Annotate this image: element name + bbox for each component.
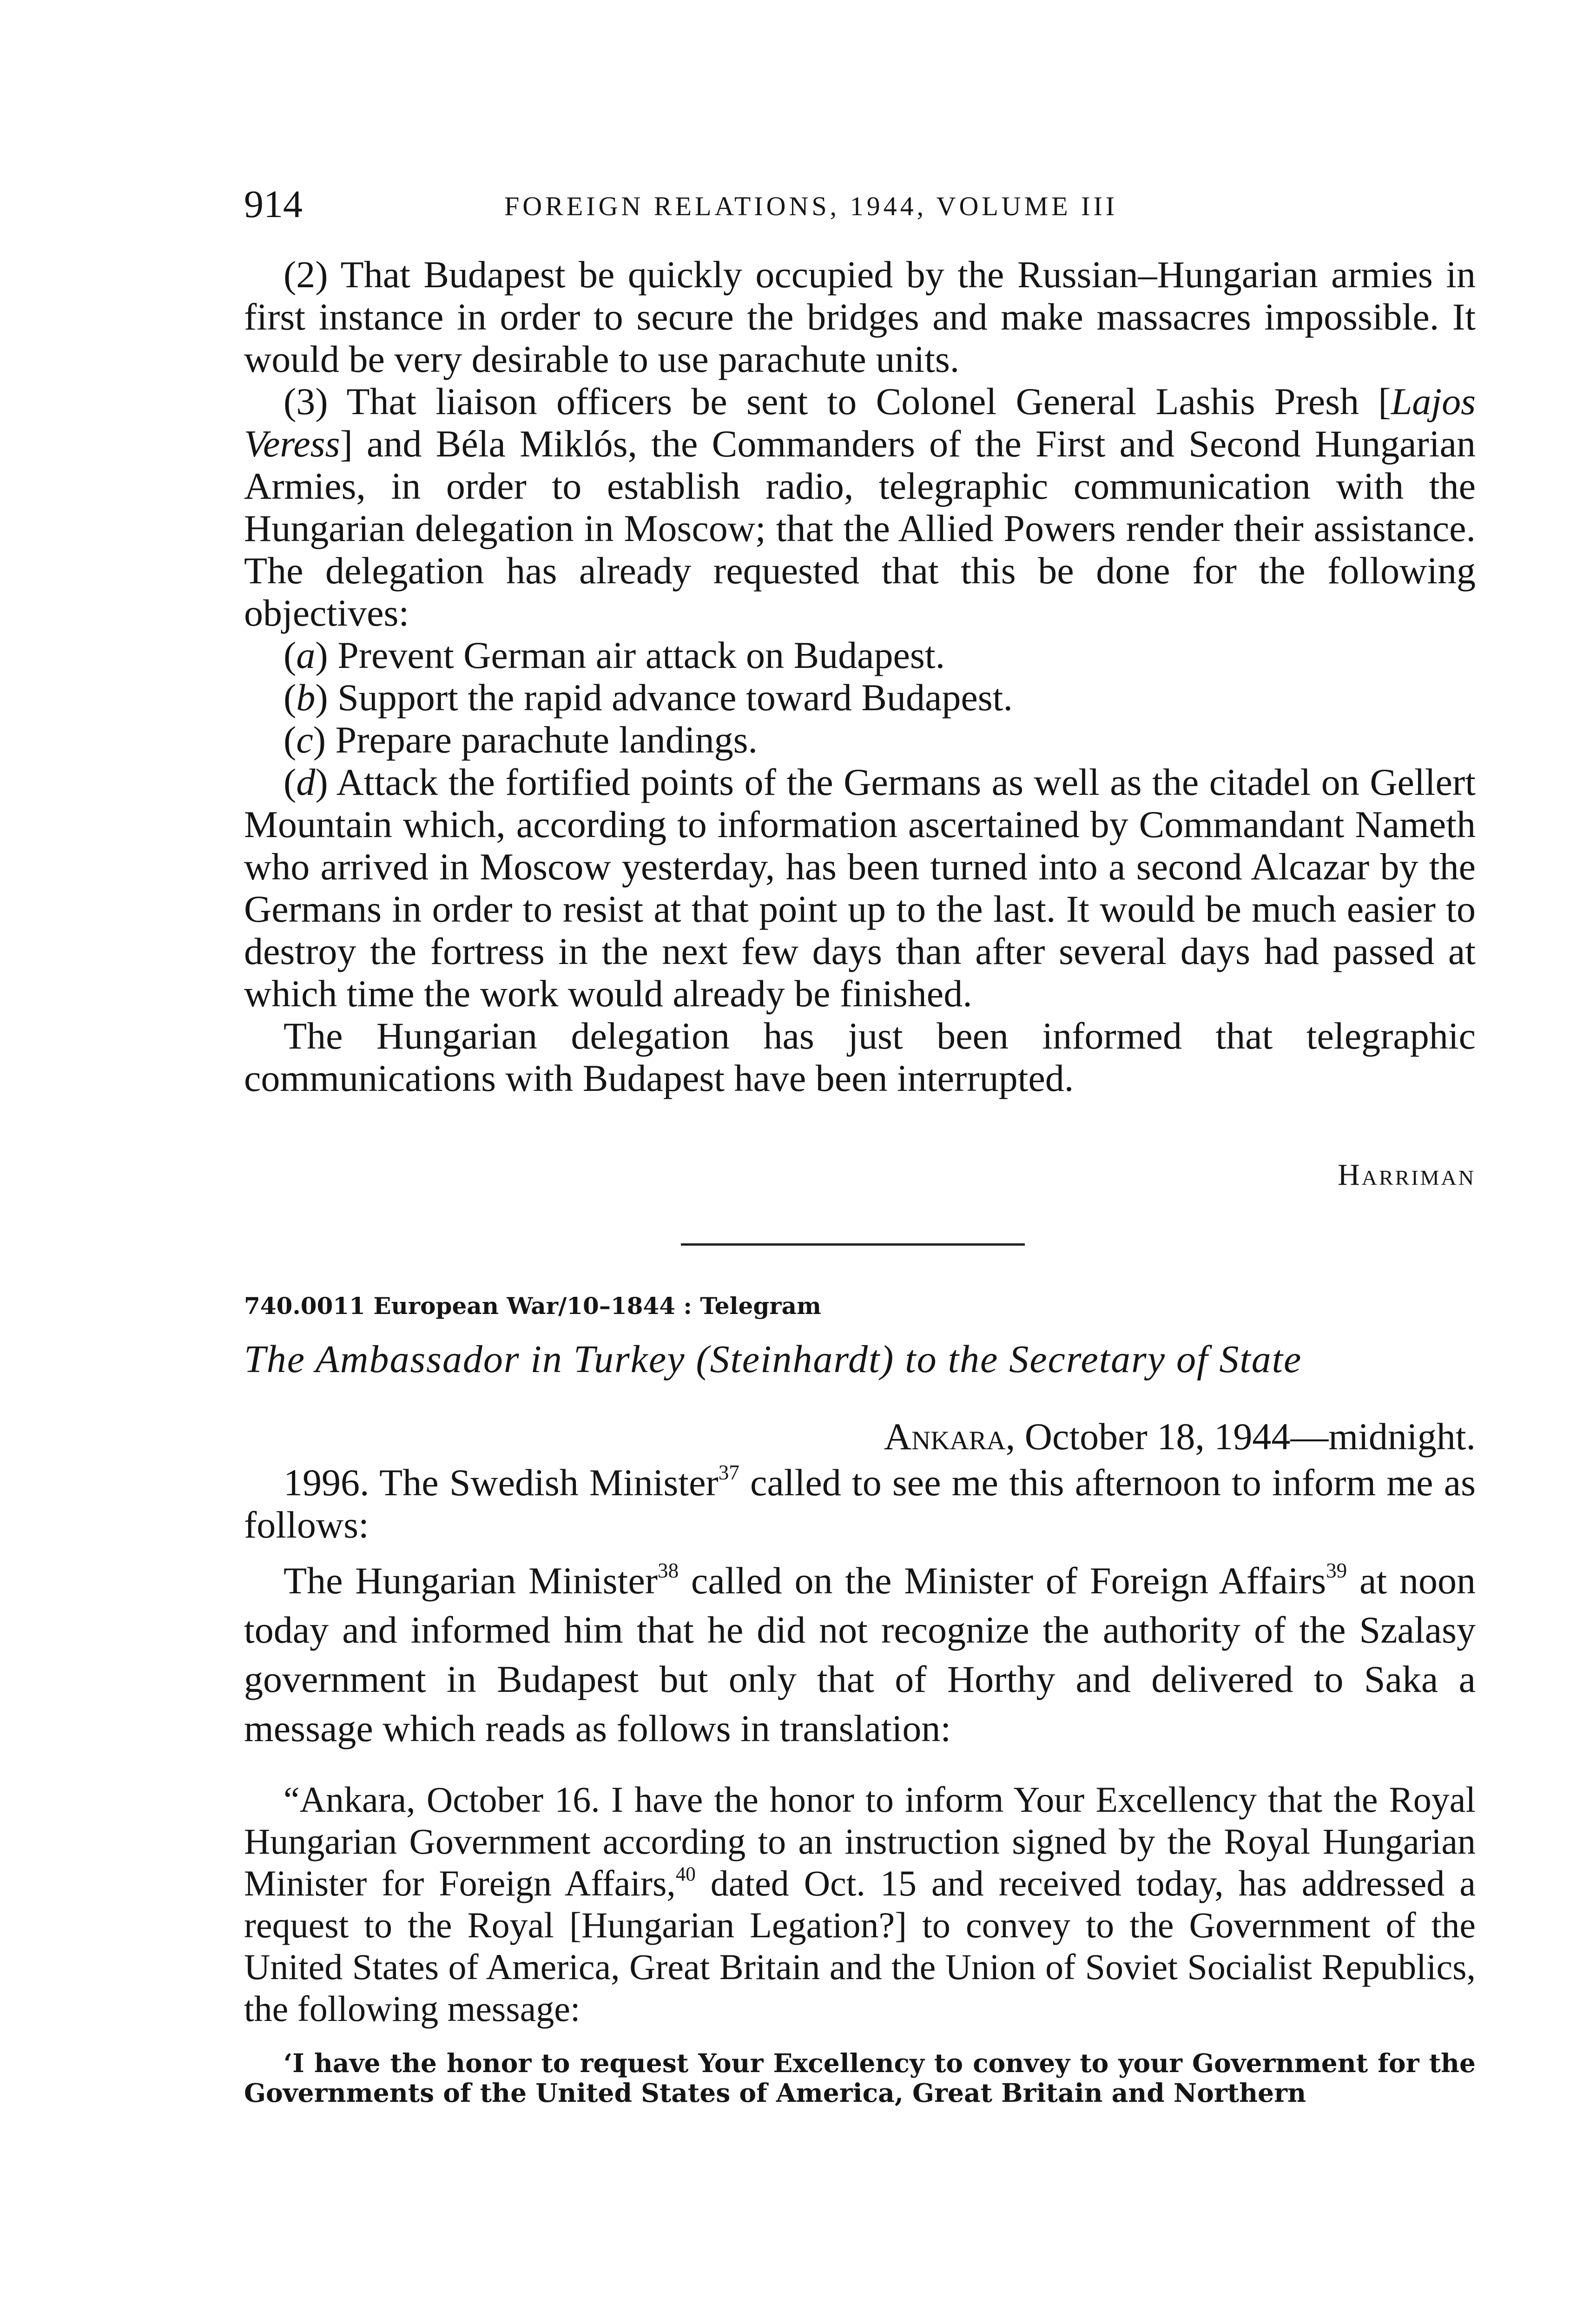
objective-text: Support the rapid advance toward Budapest. <box>337 676 1013 719</box>
telegram-paragraph-1 <box>244 1461 1476 1546</box>
section-telegram <box>244 1290 1476 2108</box>
p2-text-a: The Hungarian Minister <box>284 1559 658 1602</box>
objective-text: Attack the fortified points of the Germans as well as the citadel on Gellert Mountain which, according to information ascertained by Commandant Nameth who arrived in Moscow yesterday, has been turned into a second Alcazar by the Germans in order to resist at that point up to the last. It would be much easier to destroy the fortress in the next few days than after several days had passed at which time the work would already be finished. <box>244 761 1476 1015</box>
p2-text-c: at noon today and informed him that he did not recognize the authority of the Szalasy government in Budapest but only that of Horthy and delivered to Saka a message which reads as follows in translation: <box>244 1559 1476 1750</box>
quote-text-a: “Ankara, October 16. I have the honor to inform Your Excellency that the Royal Hungarian Government according to an instruction signed by the Royal Hungarian Minister for Foreign Affairs, <box>244 1779 1476 1903</box>
point-3-text-a: (3) That liaison officers be sent to Colonel General Lashis Presh [ <box>284 380 1391 423</box>
signature-harriman: Harriman <box>1338 1158 1476 1192</box>
closing-paragraph: The Hungarian delegation has just been informed that telegraphic communications with Budapest have been interrupted. <box>244 1015 1476 1099</box>
dateline-place: Ankara <box>884 1415 1006 1458</box>
running-head: FOREIGN RELATIONS, 1944, VOLUME III <box>504 191 1118 221</box>
point-3-text-b: ] and Béla Miklós, the Commanders of the First and Second Hungarian Armies, in order to establish radio, telegraphic communication with the Hungarian delegation in Moscow; that the Allied Powers render their assistance. The delegation has already requested that this be done for the following objectives: <box>244 423 1476 634</box>
objective-item-a: (a) Prevent German air attack on Budapest. <box>284 634 945 676</box>
paragraph-point-3 <box>244 380 1476 634</box>
objective-letter: b <box>296 676 316 719</box>
objective-letter: d <box>296 761 316 803</box>
p2-text-b: called on the Minister of Foreign Affairs <box>679 1559 1326 1602</box>
footnote-ref-38: 38 <box>658 1559 679 1583</box>
quoted-message <box>244 1779 1476 2030</box>
page-header <box>244 181 1476 232</box>
footnote-ref-37: 37 <box>718 1461 739 1485</box>
telegram-paragraph-2 <box>244 1556 1476 1753</box>
quote-text-b: dated Oct. 15 and received today, has addressed a request to the Royal [Hungarian Legation?] to convey to the Government of the United States of America, Great Britain and the Union of Soviet Socialist Republics, the following message: <box>244 1863 1476 2029</box>
signature-row <box>244 1157 1476 1204</box>
objective-letter: c <box>296 719 313 761</box>
inner-quoted-message: ‘I have the honor to request Your Excellency to convey to your Government for the Governments of the United States of America, Great Britain and Northern <box>244 2048 1476 2108</box>
page-number: 914 <box>244 183 303 226</box>
objective-item-d: (d) Attack the fortified points of the Germans as well as the citadel on Gellert Mountain which, according to information ascertained by Commandant Nameth who arrived in Moscow yesterday, has been turned into a second Alcazar by the Germans in order to resist at that point up to the last. It would be much easier to destroy the fortress in the next few days than after several days had passed at which time the work would already be finished. <box>244 761 1476 1015</box>
file-reference: 740.0011 European War/10–1844 : Telegram <box>244 1292 821 1320</box>
dateline-date: , October 18, 1944—midnight. <box>1005 1415 1476 1458</box>
objective-text: Prepare parachute landings. <box>335 719 758 761</box>
section-divider <box>681 1243 1025 1246</box>
objective-letter: a <box>296 634 316 676</box>
document-title: The Ambassador in Turkey (Steinhardt) to the Secretary of State <box>244 1338 1302 1381</box>
dateline <box>244 1415 1476 1458</box>
point-3-italic-name: Lajos Veress <box>244 380 1476 465</box>
footnote-ref-40: 40 <box>675 1863 696 1885</box>
p1-text-b: called to see me this afternoon to inform me as follows: <box>244 1461 1476 1546</box>
objective-item-b: (b) Support the rapid advance toward Budapest. <box>284 676 1013 719</box>
footnote-ref-39: 39 <box>1326 1559 1347 1583</box>
objective-item-c: (c) Prepare parachute landings. <box>284 719 758 761</box>
section-continuation <box>244 253 1476 1099</box>
objective-text: Prevent German air attack on Budapest. <box>337 634 945 676</box>
paragraph-point-2: (2) That Budapest be quickly occupied by the Russian–Hungarian armies in first instance in order to secure the bridges and make massacres impossible. It would be very desirable to use parachute units. <box>244 253 1476 380</box>
p1-text-a: 1996. The Swedish Minister <box>284 1461 719 1504</box>
